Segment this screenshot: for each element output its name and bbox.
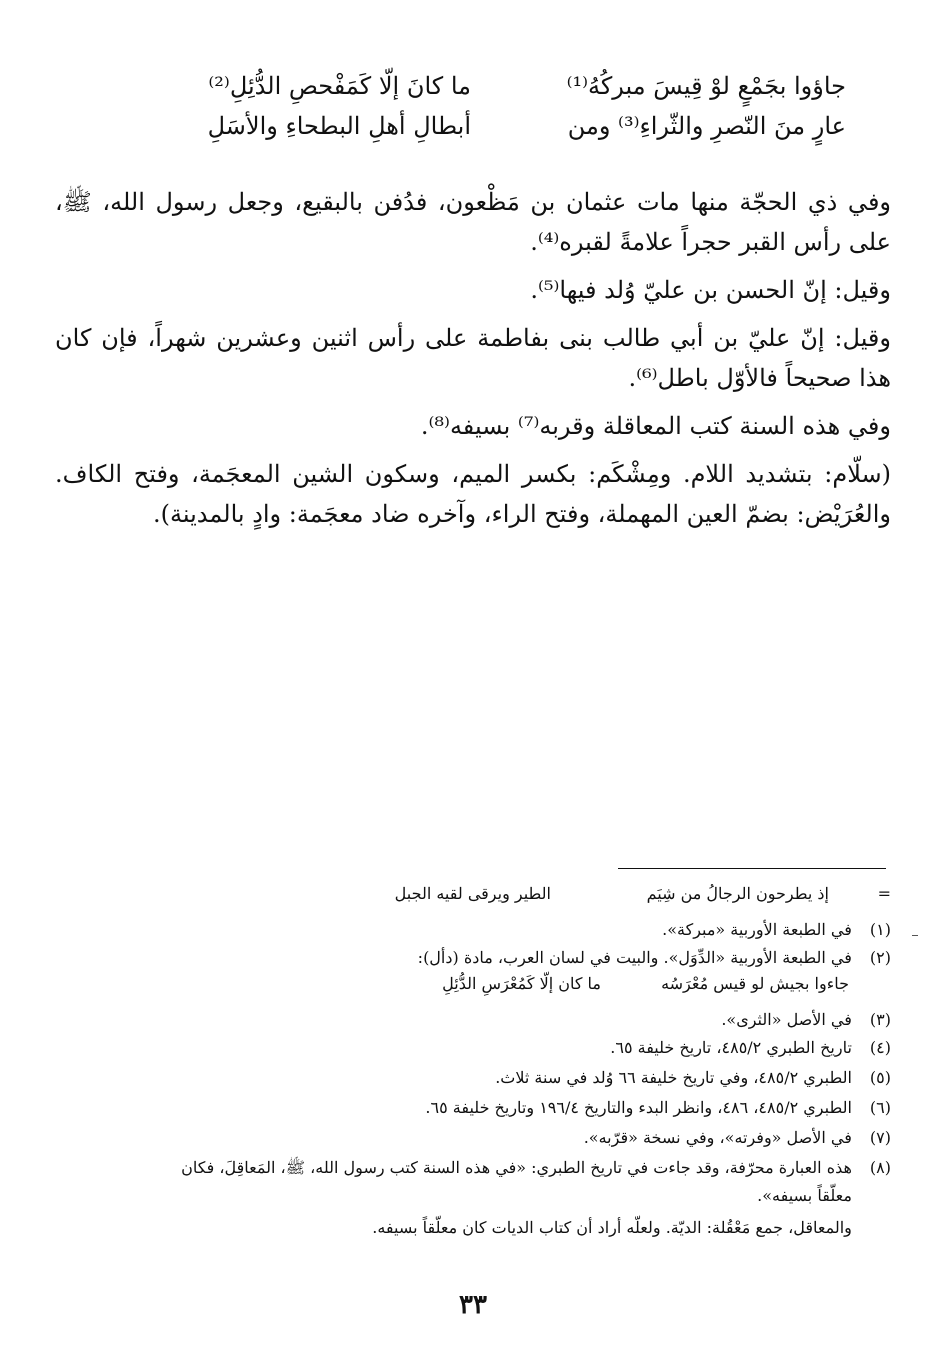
page-number: ٣٣	[459, 1290, 487, 1320]
verse-1-first-hemistich: جاؤوا بجَمْعٍ لوْ قِيسَ مبركُهُ⁽¹⁾	[566, 72, 846, 100]
continuation-verse-second-hemistich: الطير ويرقى لقيه الجبل	[394, 884, 551, 903]
body-text	[55, 182, 891, 534]
paragraph-vocalisation-note: (سلّام: بتشديد اللام. ومِشْكَم: بكسر الميم، وسكون الشين المعجَمة، وفتح الكاف. والعُرَيْض: بضمّ العين المهملة، وفتح الراء، وآخره ضاد معجَمة: وادٍ بالمدينة).	[55, 460, 891, 528]
footnote-text: في الأصل «الثرى».	[721, 1010, 852, 1029]
footnote-number: (٤)	[869, 1038, 891, 1057]
footnote-8	[181, 1158, 891, 1181]
margin-mark	[912, 935, 918, 936]
footnote-text: هذه العبارة محرّفة، وقد جاءت في تاريخ الطبري: «في هذه السنة كتب رسول الله، ﷺ، المَعاقِلَ، فكان	[181, 1158, 852, 1177]
footnote-number: (٥)	[869, 1068, 891, 1087]
verse-line-2	[111, 112, 846, 152]
verse-2-first-hemistich: عارٍ منَ النّصرِ والثّراءِ⁽³⁾ ومن	[567, 112, 846, 140]
paragraph-uthman-burial: وفي ذي الحجّة منها مات عثمان بن مَظْعون، فدُفن بالبقيع، وجعل رسول الله، ﷺ، على رأس القبر حجراً علامةً لقبره⁽⁴⁾.	[55, 188, 892, 256]
footnote-number: (٦)	[869, 1098, 891, 1117]
footnote-number: (٧)	[869, 1128, 891, 1147]
footnote-7	[584, 1128, 891, 1147]
footnote-text: معلّقاً بسيفه».	[757, 1186, 852, 1205]
footnote-5	[495, 1068, 891, 1087]
verse-line-1	[111, 72, 846, 112]
footnote-text: في الطبعة الأوربية «الدِّوَل». والبيت في لسان العرب، مادة (دأل):	[417, 948, 852, 967]
footnote-text: الطبري ٤٨٥/٢، وفي تاريخ خليفة ٦٦ وُلد في سنة ثلاث.	[495, 1068, 852, 1087]
footnote-text: تاريخ الطبري ٤٨٥/٢، تاريخ خليفة ٦٥.	[610, 1038, 852, 1057]
footnote-8-continued	[757, 1186, 891, 1205]
footnotes	[101, 880, 891, 1280]
footnote-2-verse-first-hemistich: جاءوا بجيش لو قيس مُعْرَسُه	[661, 974, 849, 993]
paragraph-ali-fatima: وقيل: إنّ عليّ بن أبي طالب بنى بفاطمة على رأس اثنين وعشرين شهراً، فإن كان هذا صحيحاً فالأوّل باطل⁽⁶⁾.	[55, 324, 891, 392]
footnote-3	[721, 1010, 891, 1029]
footnote-2-verse-second-hemistich: ما كان إلّا كَمُعْرَسِ الدُّئِلِ	[442, 974, 601, 993]
footnote-text: في الطبعة الأوربية «مبركة».	[662, 920, 852, 939]
footnote-number: (٢)	[869, 948, 891, 967]
footnote-1	[662, 920, 891, 939]
footnote-text: والمعاقل، جمع مَعْقُلة: الديّة. ولعلّه أراد أن كتاب الديات كان معلّقاً بسيفه.	[372, 1218, 852, 1237]
footnote-6	[425, 1098, 891, 1117]
paragraph-maaqil: وفي هذه السنة كتب المعاقلة وقربه⁽⁷⁾ بسيفه⁽⁸⁾.	[420, 412, 891, 440]
verse-1-second-hemistich: ما كانَ إلّا كَمَفْحصِ الدُّئِلِ⁽²⁾	[208, 72, 471, 100]
continuation-verse-first-hemistich: إذ يطرحون الرجالُ من شِيَم	[646, 884, 829, 903]
footnote-separator	[618, 868, 886, 869]
footnote-2	[418, 948, 891, 967]
footnote-8-gloss	[372, 1218, 891, 1237]
verse-2-second-hemistich: أبطالِ أهلِ البطحاءِ والأسَلِ	[207, 112, 471, 140]
footnote-number: (١)	[869, 920, 891, 939]
footnote-continuation-mark: =	[877, 884, 891, 903]
footnote-text: الطبري ٤٨٥/٢، ٤٨٦، وانظر البدء والتاريخ ١٩٦/٤ وتاريخ خليفة ٦٥.	[425, 1098, 852, 1117]
footnote-text: في الأصل «وفرته»، وفي نسخة «قرّبه».	[583, 1128, 852, 1147]
footnote-4	[610, 1038, 891, 1057]
paragraph-hasan-birth: وقيل: إنّ الحسن بن عليّ وُلد فيها⁽⁵⁾.	[530, 276, 891, 304]
footnote-number: (٨)	[869, 1158, 891, 1177]
footnote-number: (٣)	[869, 1010, 891, 1029]
